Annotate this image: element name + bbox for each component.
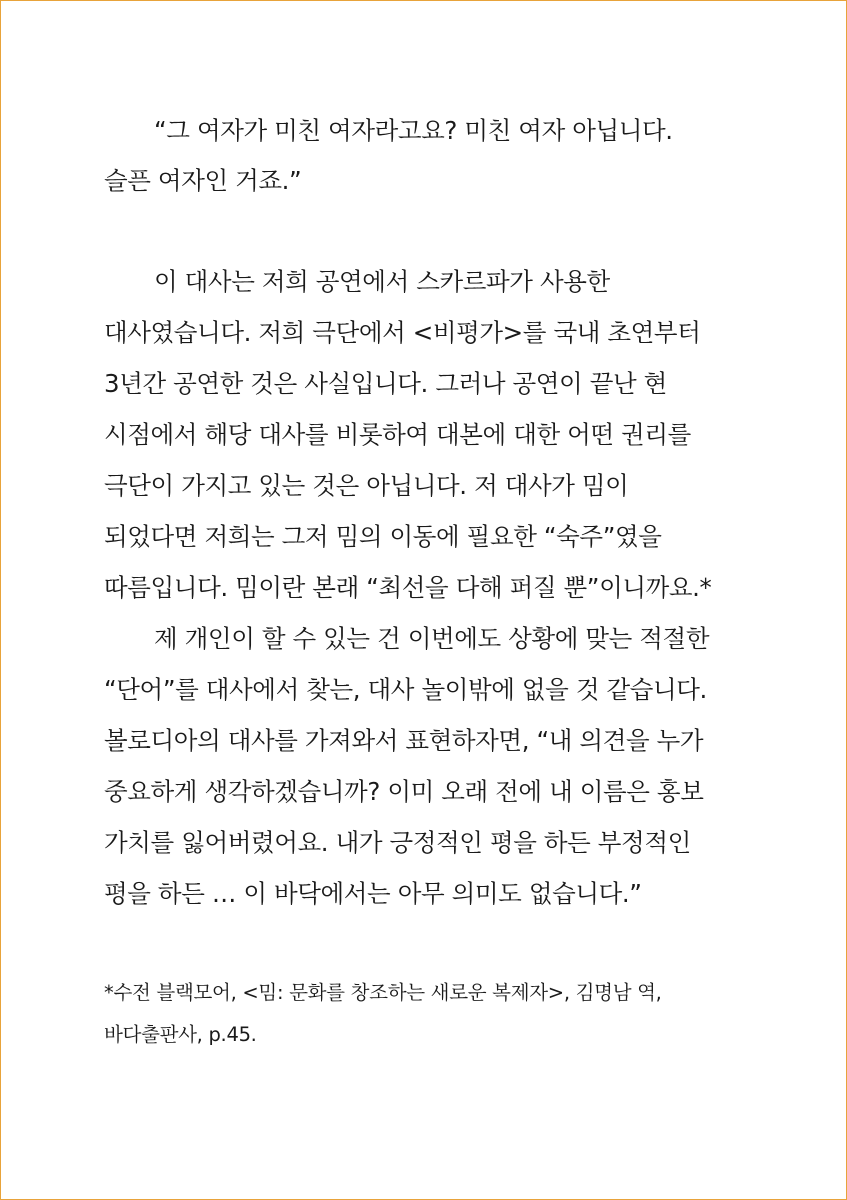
paragraph-1-line-4: 시점에서 해당 대사를 비롯하여 대본에 대한 어떤 권리를 xyxy=(104,420,691,449)
paragraph-1-line-6: 되었다면 저희는 그저 밈의 이동에 필요한 “숙주”였을 xyxy=(104,522,662,551)
quote-line-2: 슬픈 여자인 거죠.” xyxy=(104,166,302,195)
paragraph-1-line-2: 대사였습니다. 저희 극단에서 <비평가>를 국내 초연부터 xyxy=(104,318,701,347)
paragraph-1-line-3: 3년간 공연한 것은 사실입니다. 그러나 공연이 끝난 현 xyxy=(104,369,667,398)
paragraph-1-line-1: 이 대사는 저희 공연에서 스카르파가 사용한 xyxy=(154,267,610,296)
footnote-line-1: *수전 블랙모어, <밈: 문화를 창조하는 새로운 복제자>, 김명남 역, xyxy=(104,981,662,1004)
paragraph-2-line-2: “단어”를 대사에서 찾는, 대사 놀이밖에 없을 것 같습니다. xyxy=(104,675,707,704)
paragraph-2-line-6: 평을 하든 … 이 바닥에서는 아무 의미도 없습니다.” xyxy=(104,879,642,908)
paragraph-2-line-1: 제 개인이 할 수 있는 건 이번에도 상황에 맞는 적절한 xyxy=(154,624,710,653)
paragraph-2-line-3: 볼로디아의 대사를 가져와서 표현하자면, “내 의견을 누가 xyxy=(104,726,704,755)
paragraph-1-line-5: 극단이 가지고 있는 것은 아닙니다. 저 대사가 밈이 xyxy=(104,471,629,500)
paragraph-1-line-7: 따름입니다. 밈이란 본래 “최선을 다해 퍼질 뿐”이니까요.* xyxy=(104,573,712,602)
footnote-line-2: 바다출판사, p.45. xyxy=(104,1023,257,1046)
quote-line-1: “그 여자가 미친 여자라고요? 미친 여자 아닙니다. xyxy=(154,116,673,145)
paragraph-2-line-5: 가치를 잃어버렸어요. 내가 긍정적인 평을 하든 부정적인 xyxy=(104,828,691,857)
paragraph-2-line-4: 중요하게 생각하겠습니까? 이미 오래 전에 내 이름은 홍보 xyxy=(104,777,704,806)
